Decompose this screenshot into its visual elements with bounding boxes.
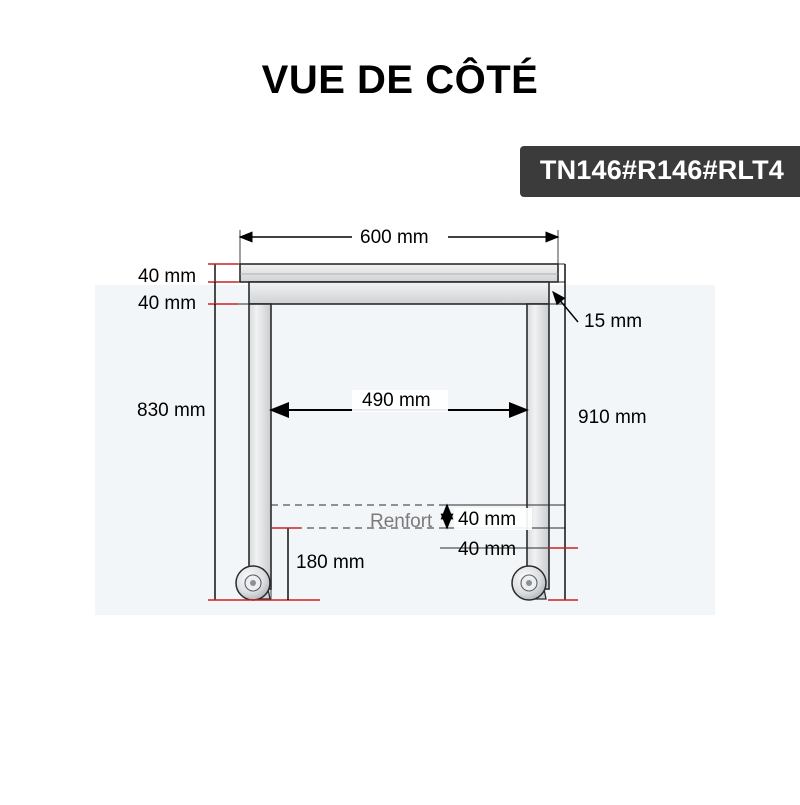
- dim-renfort-height: [447, 505, 532, 530]
- dim-top-thickness: [138, 264, 238, 287]
- dim-right-height-label: 910 mm: [578, 407, 647, 428]
- page-title: VUE DE CÔTÉ: [261, 58, 539, 102]
- dim-renfort-width: [458, 539, 516, 560]
- caster-left: [236, 566, 270, 600]
- dim-left-height-label: 830 mm: [137, 400, 206, 421]
- dim-top-width-label: 600 mm: [360, 227, 429, 248]
- table-apron: [249, 282, 549, 304]
- dim-top-thickness-label: 40 mm: [138, 266, 197, 287]
- dim-renfort-height-label: 40 mm: [458, 509, 517, 530]
- dim-renfort-width-label: 40 mm: [458, 539, 517, 560]
- table-leg-right: [527, 304, 549, 589]
- dim-caster-height-label: 180 mm: [296, 552, 365, 573]
- dim-apron-thickness-label: 40 mm: [138, 293, 197, 314]
- dim-top-width: [240, 226, 558, 248]
- watermark: [95, 285, 715, 615]
- table-top: [240, 264, 558, 282]
- reference-badge: TN146#R146#RLT4: [520, 146, 800, 197]
- dim-inner-width-label: 490 mm: [362, 390, 431, 411]
- renfort-label: Renfort: [370, 511, 433, 532]
- dim-edge-thickness-label: 15 mm: [584, 311, 643, 332]
- table-leg-left: [249, 304, 271, 589]
- caster-right: [512, 566, 546, 600]
